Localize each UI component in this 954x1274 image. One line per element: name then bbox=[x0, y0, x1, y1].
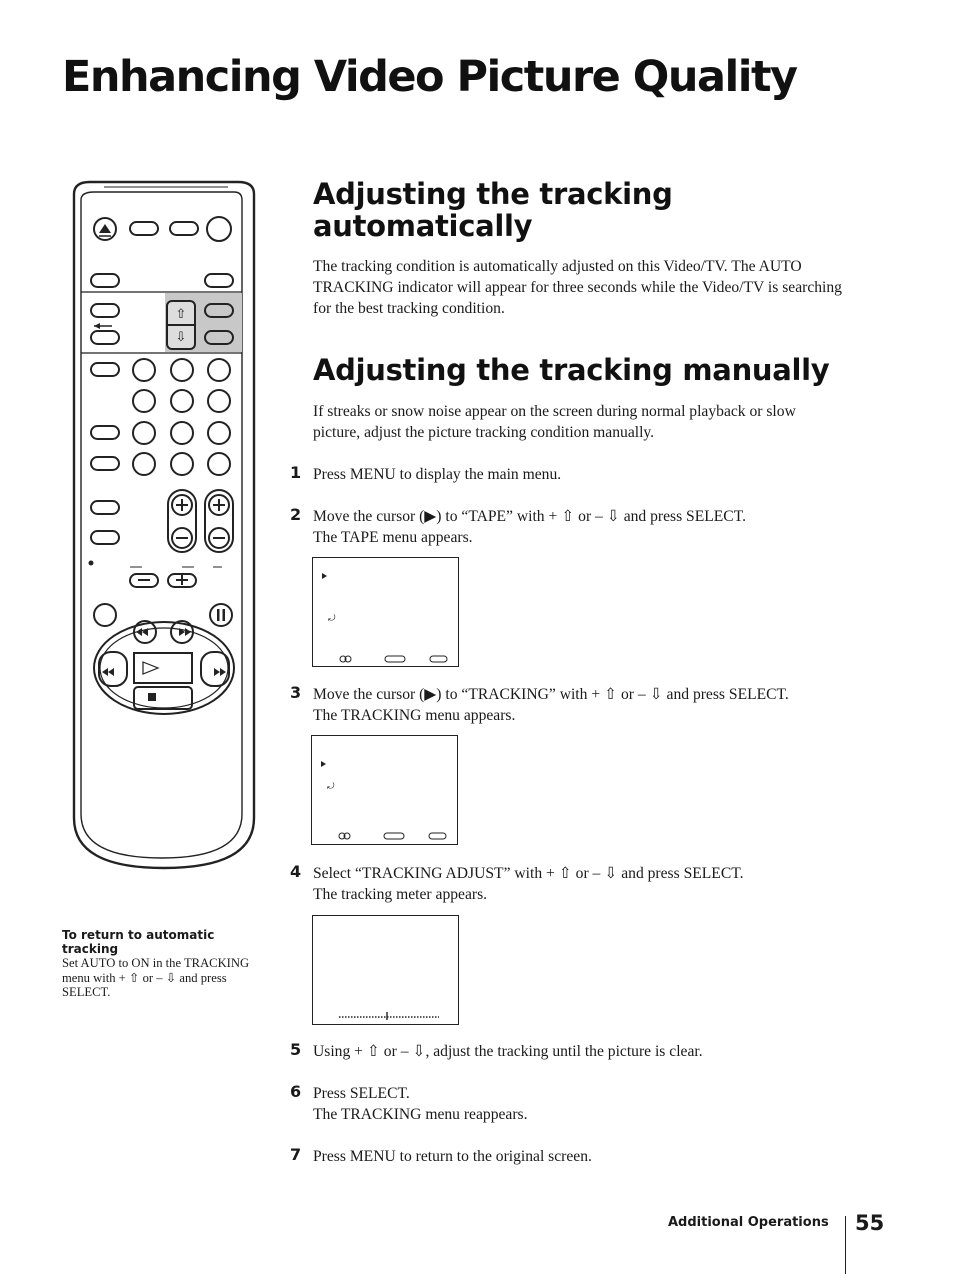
tracking-menu-screen-glyphs bbox=[312, 736, 457, 844]
footer-section-label: Additional Operations bbox=[668, 1215, 829, 1230]
tracking-menu-screen bbox=[311, 735, 458, 845]
step-7-text: Press MENU to return to the original screen. bbox=[313, 1148, 592, 1165]
step-6-text: Press SELECT. bbox=[313, 1085, 410, 1102]
note-body: Set AUTO to ON in the TRACKING menu with + ⇧ or – ⇩ and press SELECT. bbox=[62, 956, 250, 999]
auto-heading-line1: Adjusting the tracking bbox=[313, 177, 673, 211]
step-4-text: Select “TRACKING ADJUST” with + ⇧ or – ⇩ and press SELECT. bbox=[313, 865, 744, 882]
auto-heading-line2: automatically bbox=[313, 209, 533, 243]
step-1-number: 1 bbox=[290, 463, 302, 482]
step-5-number: 5 bbox=[290, 1040, 302, 1059]
remote-control-illustration bbox=[70, 178, 260, 874]
step-4-result: The tracking meter appears. bbox=[313, 886, 488, 903]
tape-menu-screen-glyphs bbox=[313, 558, 458, 666]
manual-heading: Adjusting the tracking manually bbox=[313, 353, 830, 387]
svg-text:⤾: ⤾ bbox=[327, 782, 335, 792]
section-auto-heading bbox=[313, 178, 873, 242]
step-3-text: Move the cursor (▶) to “TRACKING” with + ⇧ or – ⇩ and press SELECT. bbox=[313, 686, 789, 703]
step-6-result: The TRACKING menu reappears. bbox=[313, 1106, 528, 1123]
tracking-meter bbox=[313, 916, 458, 1024]
tracking-meter-screen bbox=[312, 915, 459, 1025]
tape-menu-screen bbox=[312, 557, 459, 667]
auto-body: The tracking condition is automatically adjusted on this Video/TV. The AUTO TRACKING indicator will appear for three seconds while the Video/TV is searching for the best tracking condition. bbox=[313, 258, 842, 317]
note-block bbox=[62, 928, 272, 1000]
svg-text:⇧: ⇧ bbox=[175, 307, 187, 322]
step-5-text: Using + ⇧ or – ⇩, adjust the tracking until the picture is clear. bbox=[313, 1043, 703, 1060]
step-6-number: 6 bbox=[290, 1082, 302, 1101]
page-number: 55 bbox=[855, 1211, 885, 1235]
svg-text:⇩: ⇩ bbox=[175, 330, 187, 345]
manual-body: If streaks or snow noise appear on the screen during normal playback or slow picture, adjust the picture tracking condition manually. bbox=[313, 403, 796, 441]
page-title: Enhancing Video Picture Quality bbox=[62, 52, 797, 102]
step-2-result: The TAPE menu appears. bbox=[313, 529, 473, 546]
step-3-result: The TRACKING menu appears. bbox=[313, 707, 516, 724]
step-2-text: Move the cursor (▶) to “TAPE” with + ⇧ or – ⇩ and press SELECT. bbox=[313, 508, 746, 525]
footer-divider bbox=[845, 1216, 846, 1274]
step-4-number: 4 bbox=[290, 862, 302, 881]
step-3-number: 3 bbox=[290, 683, 302, 702]
step-2-number: 2 bbox=[290, 505, 302, 524]
note-title: To return to automatic tracking bbox=[62, 928, 215, 956]
step-7-number: 7 bbox=[290, 1145, 302, 1164]
step-1-text: Press MENU to display the main menu. bbox=[313, 466, 562, 483]
svg-text:⤾: ⤾ bbox=[328, 614, 336, 624]
